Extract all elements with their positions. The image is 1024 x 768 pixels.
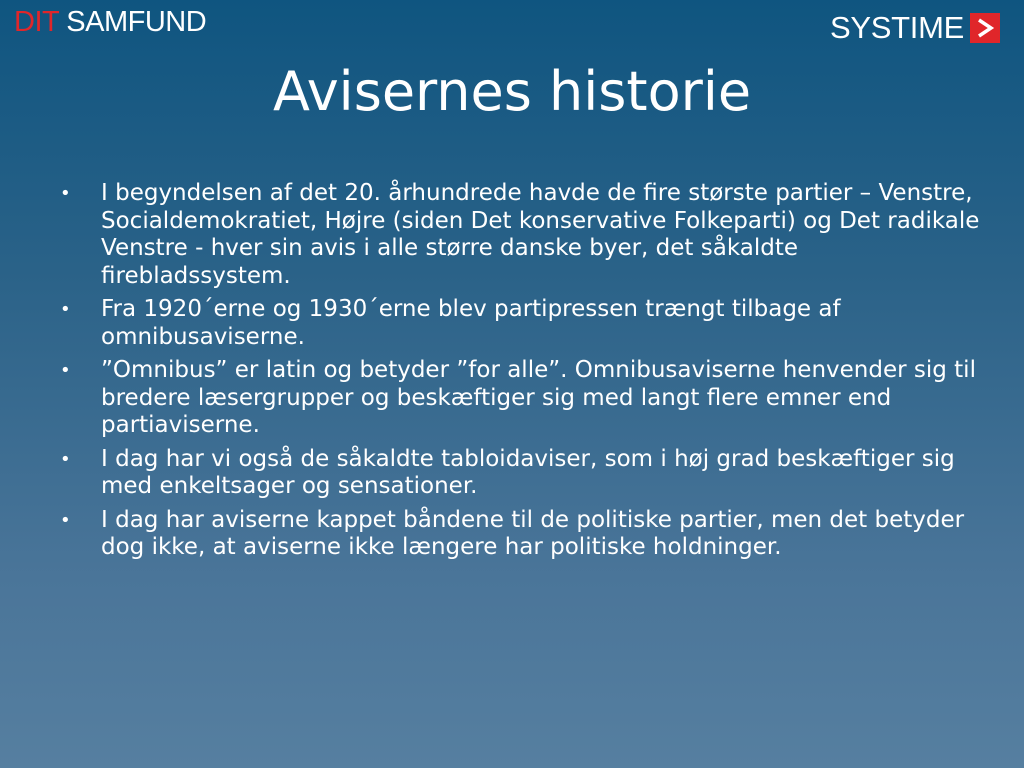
- bullet-text: ”Omnibus” er latin og betyder ”for alle”. Omnibusaviserne henvender sig til bredere læsergrupper og beskæftiger sig med langt flere emner end partiaviserne.: [101, 357, 976, 438]
- bullet-list: [60, 180, 980, 568]
- bullet-item: [60, 180, 980, 290]
- bullet-dot: •: [60, 299, 71, 320]
- bullet-item: [60, 446, 980, 501]
- bullet-text: I dag har aviserne kappet båndene til de politiske partier, men det betyder dog ikke, at aviserne ikke længere har politiske holdninger.: [101, 506, 965, 560]
- logo-dit: DIT: [14, 6, 59, 38]
- bullet-text: Fra 1920´erne og 1930´erne blev partipressen trængt tilbage af omnibusaviserne.: [101, 296, 841, 350]
- bullet-item: [60, 357, 980, 440]
- logo-samfund: SAMFUND: [66, 6, 207, 38]
- dit-samfund-logo: [14, 8, 206, 37]
- bullet-dot: •: [60, 183, 71, 204]
- arrow-right-icon: [970, 13, 1000, 43]
- bullet-text: I dag har vi også de såkaldte tabloidaviser, som i høj grad beskæftiger sig med enkeltsager og sensationer.: [101, 445, 955, 499]
- slide-title: Avisernes historie: [272, 60, 752, 123]
- bullet-dot: •: [60, 448, 71, 470]
- systime-logo: [830, 12, 1000, 43]
- bullet-item: [60, 507, 980, 562]
- bullet-text: I begyndelsen af det 20. århundrede havde de fire største partier – Venstre, Socialdemokratiet, Højre (siden Det konservative Folkeparti) og Det radikale Venstre - hver sin avis i alle større danske byer, det såkaldte firebladssystem.: [101, 180, 980, 289]
- systime-wordmark: SYSTIME: [830, 10, 964, 45]
- bullet-dot: •: [60, 509, 71, 531]
- bullet-dot: •: [60, 360, 71, 381]
- bullet-item: [60, 296, 980, 351]
